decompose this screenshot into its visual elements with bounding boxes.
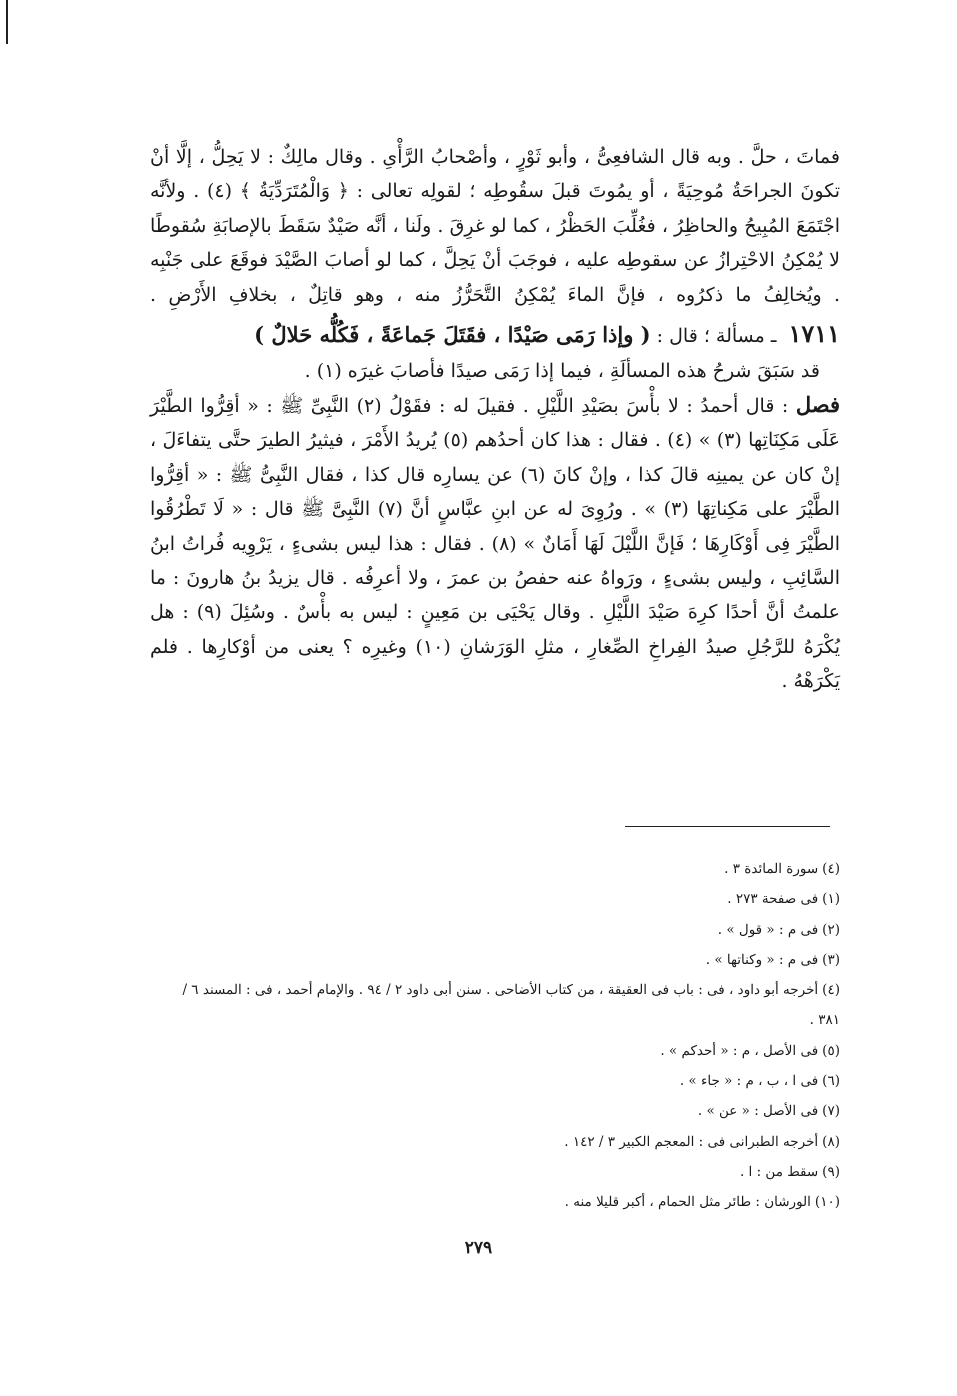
paragraph-3: [150, 388, 840, 699]
page-edge-mark: [6, 0, 8, 44]
paragraph-1: فماتَ ، حلَّ . وبه قال الشافعِىُّ ، وأبو ثَوْرٍ ، وأصْحابُ الرَّأْىِ . وقال مالِكٌ : لا يَحِلُّ ، إلَّا أنْ تكونَ الجراحَةُ مُوحِيَةً ، أو يمُوتَ قبلَ سقُوطِه ؛ لقولِه تعالى : ﴿ وَالْمُتَرَدِّيَةُ ﴾ (٤) . ولأنَّه اجْتَمَعَ المُبِيحُ والحاظِرُ ، فغُلِّبَ الحَظْرُ ، كما لو غرِقَ . ولَنا ، أنَّه صَيْدٌ سَقَطَ بالإصابَةِ سُقوطًا لا يُمْكِنُ الاحْتِرازُ عن سقوطِه عليه ، فوجَبَ أنْ يَحِلَّ ، كما لو أصابَ الصَّيْدَ فوقَعَ على جَنْبِه . ويُخالِفُ ما ذكرُوه ، فإنَّ الماءَ يُمْكِنُ التَّحَرُّزُ منه ، وهو قاتِلٌ ، بخلافِ الأَرْضِ .: [150, 146, 840, 306]
footnote-item: (٩)سقط من : ا .: [739, 1163, 840, 1180]
footnote-item: (٦)فى ا ، ب ، م : « جاء » .: [679, 1073, 840, 1090]
fasl-heading: فصل: [795, 392, 840, 418]
issue-intro: ـ مسألة ؛ قال :: [656, 325, 777, 348]
footnote-item: (٤)أخرجه أبو داود ، فى : باب فى العقيقة ، من كتاب الأضاحى . سنن أبى داود ٢ / ٩٤ . والإمام أحمد ، فى : المسند ٦ / ٣٨١ .: [182, 982, 840, 1029]
footnote-item: (١)فى صفحة ٢٧٣ .: [727, 891, 840, 908]
page-number: ٢٧٩: [464, 1238, 493, 1258]
issue-heading: [150, 316, 840, 354]
paragraph-3-text: : قال أحمدُ : لا بأْسَ بصَيْدِ اللَّيْلِ . فقيلَ له : فقَوْلُ (٢) النَّبِىِّ ﷺ : « أقِرُّوا الطَّيْرَ عَلَى مَكِنَاتِها (٣) » (٤) . فقال : هذا كان أحدُهم (٥) يُريدُ الأَمْرَ ، فيثيرُ الطيرَ حتَّى يتفاءَلَ ، إنْ كان عن يمينِه قالَ كذا ، وإنْ كانَ (٦) عن يسارِه قال كذا ، فقال النَّبِىُّ ﷺ : « أقِرُّوا الطَّيْرَ على مَكِناتِهَا (٣) » . ورُوِىَ له عن ابنِ عبَّاسٍ أنَّ (٧) النَّبِىَّ ﷺ قال : « لَا تَطْرُقُوا الطَّيْرَ فِى أَوْكَارِهَا ؛ فَإنَّ اللَّيْلَ لَهَا أَمَانٌ » (٨) . فقال : هذا ليس بشىءٍ ، يَرْوِيه فُراتُ ابنُ السَّائِبِ ، وليس بشىءٍ ، ورَواهُ عنه حفصُ بن عمرَ ، ولا أعرِفُه . قال يزيدُ بنُ هارونَ : ما علمتُ أنَّ أحدًا كرِهَ صَيْدَ اللَّيْلِ . وقال يَحْيَى بن مَعِينٍ : ليس به بأْسٌ . وسُئِلَ (٩) : هل يُكْرَهُ للرَّجُلِ صيدُ الفِراخِ الصِّغارِ ، مثلِ الوَرَشانِ (١٠) وغيرِه ؟ يعنى من أوْكارِها . فلم يَكْرَهْهُ .: [150, 395, 840, 693]
main-text: [150, 140, 840, 699]
footnote-item: (٨)أخرجه الطبرانى فى : المعجم الكبير ٣ / ١٤٢ .: [564, 1133, 840, 1150]
issue-number: ١٧١١: [788, 319, 840, 349]
footnote-item: (٢)فى م : « قول » .: [717, 921, 840, 938]
footnote-item: (٧)فى الأصل : « عن » .: [697, 1103, 840, 1120]
paragraph-2: قد سَبَقَ شرحُ هذه المسألَةِ ، فيما إذا رَمَى صيدًا فأصابَ غيرَه (١) .: [304, 360, 820, 383]
footnote-separator: [625, 826, 830, 827]
footnote-item: (١٠)الورشان : طائر مثل الحمام ، أكبر قليلا منه .: [564, 1194, 840, 1211]
footnote-item: (٥)فى الأصل ، م : « أحدكم » .: [660, 1042, 840, 1059]
footnote-item: (٣)فى م : « وكناتها » .: [705, 951, 840, 968]
issue-text: ( وإذا رَمَى صَيْدًا ، فقَتَلَ جَماعَةً ، فَكُلُّه حَلالٌ ): [254, 322, 651, 348]
footnote-item: (٤)سورة المائدة ٣ .: [724, 861, 840, 877]
footnotes: [160, 854, 840, 1218]
